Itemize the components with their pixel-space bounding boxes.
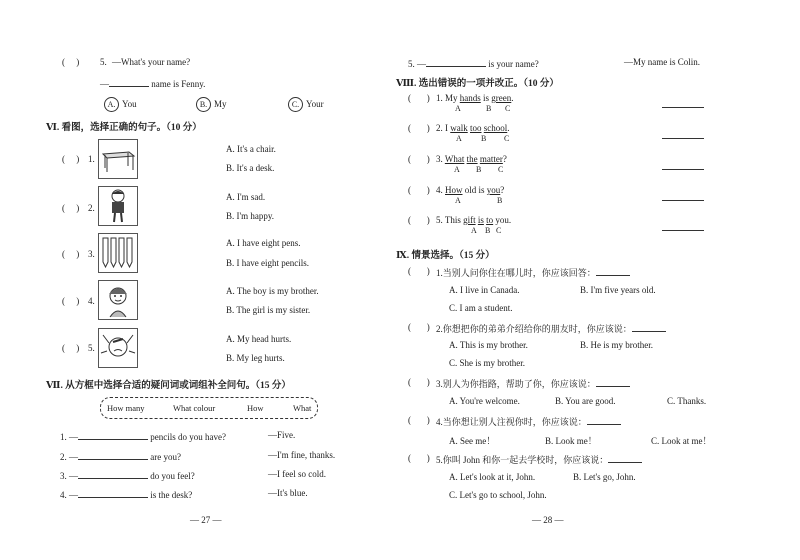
answer-paren[interactable]: ( ): [408, 93, 430, 103]
correction-blank[interactable]: [662, 229, 704, 231]
correction-blank[interactable]: [662, 199, 704, 201]
option-c[interactable]: C. Thanks.: [667, 396, 707, 406]
answer-blank[interactable]: [587, 415, 621, 425]
choice-c: to: [486, 215, 494, 225]
choice-c: school: [483, 123, 508, 133]
option-a[interactable]: A. Let's look at it, John.: [449, 472, 536, 482]
item-num: 2.: [436, 123, 443, 133]
label-a: A: [455, 104, 461, 113]
option-a[interactable]: A. The boy is my brother.: [226, 286, 319, 296]
page-number: — 28 —: [532, 515, 564, 525]
answer-paren[interactable]: ( ): [408, 453, 430, 463]
option-b[interactable]: B. Let's go, John.: [573, 472, 636, 482]
text: ?: [502, 154, 507, 164]
fill-item-3: [60, 469, 195, 481]
answer-paren[interactable]: ( ): [62, 203, 80, 213]
section-7-title: Ⅶ. 从方框中选择合适的疑问词或词组补全问句。（15 分）: [46, 381, 291, 391]
scenario-4: [436, 415, 621, 428]
label-b: B: [497, 196, 503, 205]
item-num: 5.: [436, 455, 443, 465]
answer-paren[interactable]: ( ): [62, 343, 80, 353]
line2-suffix: name is Fenny.: [151, 79, 206, 89]
answer-blank[interactable]: [426, 57, 486, 67]
question-5-line2: [100, 77, 205, 89]
dash: —: [100, 79, 109, 89]
choice-b: the: [466, 154, 478, 164]
label-c: C: [498, 165, 504, 174]
label-c: C: [505, 104, 511, 113]
option-b[interactable]: B. My leg hurts.: [226, 353, 285, 363]
choice-a: gift: [463, 215, 476, 225]
answer-paren[interactable]: ( ): [62, 249, 80, 259]
question-5: [408, 57, 539, 69]
option-letter: B.: [196, 97, 211, 112]
word-what: What: [293, 403, 312, 413]
word-what-colour: What colour: [173, 403, 216, 413]
page-number: — 27 —: [190, 515, 222, 525]
answer-blank[interactable]: [608, 453, 642, 463]
item-num: 4.: [436, 185, 443, 195]
option-text: You: [122, 99, 137, 109]
item-answer: —It's blue.: [268, 488, 308, 498]
text: old is: [462, 185, 487, 195]
answer-paren[interactable]: ( ): [408, 377, 430, 387]
item-num: 1.: [436, 268, 443, 278]
answer-blank[interactable]: [632, 322, 666, 332]
option-c[interactable]: C. I am a student.: [449, 303, 513, 313]
option-text: Your: [306, 99, 324, 109]
fill-item-1: [60, 430, 226, 442]
question-5-text: —What's your name?: [112, 57, 191, 67]
choice-b: too: [470, 123, 482, 133]
section-9-title: Ⅸ. 情景选择。（15 分）: [396, 251, 495, 261]
item-question: is the desk?: [150, 490, 193, 500]
option-letter: A.: [104, 97, 119, 112]
boy-picture: [98, 186, 138, 226]
fill-item-2: [60, 450, 181, 462]
correction-blank[interactable]: [662, 106, 704, 108]
item-num: 5.: [436, 215, 443, 225]
error-item-3: [436, 154, 507, 164]
option-b[interactable]: B. He is my brother.: [580, 340, 653, 350]
option-text: My: [214, 99, 227, 109]
label-b: B: [486, 104, 492, 113]
option-b[interactable]: B. The girl is my sister.: [226, 305, 311, 315]
option-a[interactable]: A. You're welcome.: [449, 396, 520, 406]
item-num: 2.: [436, 324, 443, 334]
item-answer: —I'm fine, thanks.: [268, 450, 336, 460]
option-a[interactable]: A. My head hurts.: [226, 334, 292, 344]
label-b: B: [476, 165, 482, 174]
choice-c: matter: [479, 154, 503, 164]
choice-a: What: [444, 154, 465, 164]
label-a: A: [471, 226, 477, 235]
text: This: [444, 215, 464, 225]
text: you.: [493, 215, 512, 225]
label-c: C: [496, 226, 502, 235]
item-num: 1.: [88, 154, 95, 164]
item-question: 别人为你指路，帮助了你，你应该说：: [442, 379, 596, 389]
answer-blank[interactable]: [78, 430, 148, 440]
option-c[interactable]: C. Let's go to school, John.: [449, 490, 547, 500]
option-c[interactable]: C. Look at me！: [651, 436, 712, 446]
option-a[interactable]: A. See me！: [449, 436, 496, 446]
item-question: 你想把你的弟弟介绍给你的朋友时，你应该说：: [442, 324, 632, 334]
choice-a: hands: [459, 93, 481, 103]
item-num: 5. —: [408, 59, 426, 69]
choice-b: is: [477, 215, 484, 225]
option-a[interactable]: A. This is my brother.: [449, 340, 528, 350]
word-how: How: [247, 403, 264, 413]
section-6-title: Ⅵ. 看图，选择正确的句子。（10 分）: [46, 123, 202, 133]
choice-c: green: [491, 93, 512, 103]
error-item-5: [436, 215, 511, 225]
correction-blank[interactable]: [662, 168, 704, 170]
item-question: 当别人问你住在哪儿时，你应该回答：: [442, 268, 596, 278]
answer-paren[interactable]: ( ): [408, 215, 430, 225]
answer-paren[interactable]: ( ): [408, 185, 430, 195]
item-answer: —Five.: [268, 430, 296, 440]
answer-paren[interactable]: ( ): [62, 296, 80, 306]
option-b[interactable]: B. I have eight pencils.: [226, 258, 309, 268]
item-num: 4. —: [60, 490, 78, 500]
word-box: [100, 397, 318, 419]
option-a[interactable]: A. It's a chair.: [226, 144, 276, 154]
option-letter: C.: [288, 97, 303, 112]
section-8-title: Ⅷ. 选出错误的一项并改正。（10 分）: [396, 79, 559, 89]
girl-picture: [98, 280, 138, 320]
error-item-1: [436, 93, 514, 103]
scenario-5: [436, 453, 642, 466]
item-num: 3.: [88, 249, 95, 259]
item-question: pencils do you have?: [150, 432, 226, 442]
label-a: A: [454, 165, 460, 174]
fill-item-4: [60, 488, 192, 500]
item-num: 3.: [436, 379, 443, 389]
answer-paren[interactable]: ( ): [408, 322, 430, 332]
choice-b: you: [486, 185, 501, 195]
pencils-picture: [98, 233, 138, 273]
item-num: 1. —: [60, 432, 78, 442]
answer-paren[interactable]: ( ): [408, 266, 430, 276]
option-b[interactable]: B. I'm five years old.: [580, 285, 656, 295]
option-a[interactable]: [104, 97, 137, 112]
item-question: are you?: [150, 452, 181, 462]
option-a[interactable]: A. I live in Canada.: [449, 285, 520, 295]
option-c[interactable]: C. She is my brother.: [449, 358, 525, 368]
item-answer: —My name is Colin.: [624, 57, 700, 67]
item-num: 3.: [436, 154, 443, 164]
answer-blank[interactable]: [78, 469, 148, 479]
scenario-2: [436, 322, 666, 335]
item-question: is your name?: [488, 59, 539, 69]
desk-picture: [98, 139, 138, 179]
text: .: [511, 93, 514, 103]
label-c: C: [504, 134, 510, 143]
option-b[interactable]: [196, 97, 227, 112]
option-c[interactable]: [288, 97, 324, 112]
label-a: A: [455, 196, 461, 205]
option-b[interactable]: B. I'm happy.: [226, 211, 275, 221]
answer-blank[interactable]: [78, 450, 148, 460]
answer-paren[interactable]: ( ): [408, 415, 430, 425]
option-b[interactable]: B. Look me！: [545, 436, 597, 446]
label-a: A: [456, 134, 462, 143]
choice-a: How: [445, 185, 463, 195]
choice-a: walk: [450, 123, 468, 133]
correction-blank[interactable]: [662, 137, 704, 139]
scenario-3: [436, 377, 630, 390]
word-how-many: How many: [107, 403, 145, 413]
answer-paren[interactable]: ( ): [408, 123, 430, 133]
label-b: B: [485, 226, 491, 235]
text: .: [507, 123, 510, 133]
head-hurts-picture: [98, 328, 138, 368]
scenario-1: [436, 266, 630, 279]
text: I: [445, 123, 451, 133]
item-num: 2.: [88, 203, 95, 213]
option-b[interactable]: B. You are good.: [555, 396, 616, 406]
item-question: 你叫 John 和你一起去学校时，你应该说：: [442, 455, 609, 465]
item-num: 5.: [88, 343, 95, 353]
answer-blank[interactable]: [596, 377, 630, 387]
option-b[interactable]: B. It's a desk.: [226, 163, 275, 173]
answer-paren[interactable]: ( ): [408, 154, 430, 164]
text: is: [480, 93, 492, 103]
item-num: 3. —: [60, 471, 78, 481]
error-item-4: [436, 185, 504, 195]
answer-paren[interactable]: ( ): [62, 57, 80, 67]
item-num: 1.: [436, 93, 443, 103]
answer-blank[interactable]: [596, 266, 630, 276]
item-num: 4.: [88, 296, 95, 306]
label-b: B: [481, 134, 487, 143]
answer-paren[interactable]: ( ): [62, 154, 80, 164]
item-num: 4.: [436, 417, 443, 427]
question-5-num: 5.: [100, 57, 107, 67]
text: ?: [500, 185, 505, 195]
option-a[interactable]: A. I have eight pens.: [226, 238, 301, 248]
error-item-2: [436, 123, 510, 133]
item-num: 2. —: [60, 452, 78, 462]
option-a[interactable]: A. I'm sad.: [226, 192, 266, 202]
text: My: [445, 93, 460, 103]
item-question: do you feel?: [150, 471, 195, 481]
item-question: 当你想让别人注视你时，你应该说：: [442, 417, 587, 427]
item-answer: —I feel so cold.: [268, 469, 326, 479]
answer-blank[interactable]: [109, 77, 149, 87]
answer-blank[interactable]: [78, 488, 148, 498]
